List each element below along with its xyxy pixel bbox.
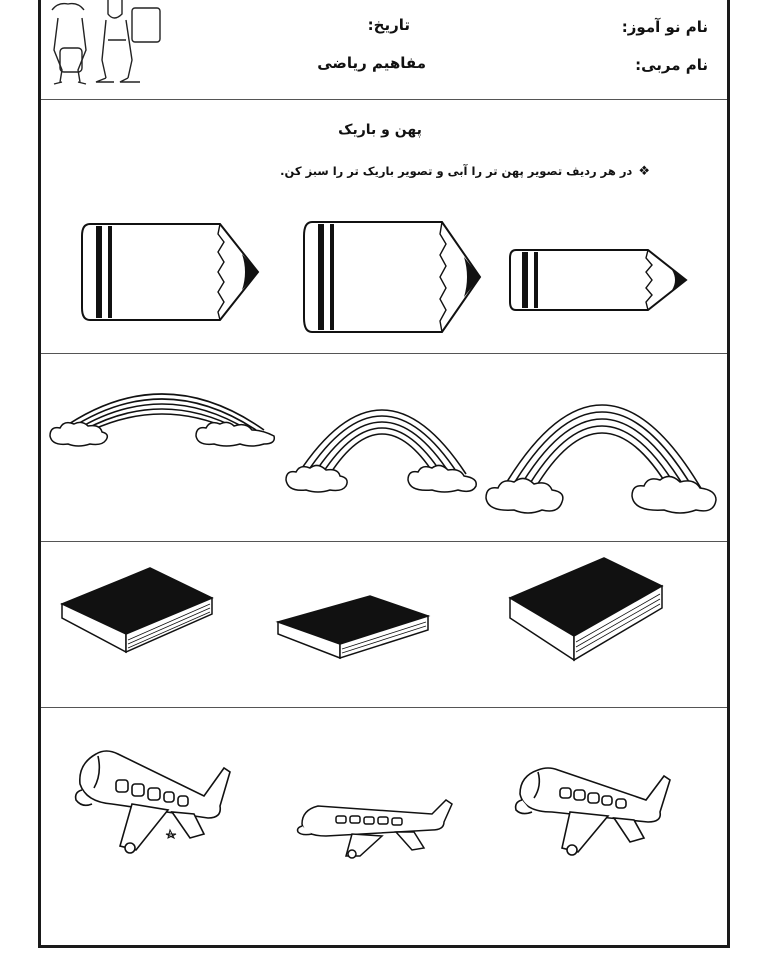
worksheet-title: پهن و باریک xyxy=(338,122,422,138)
book-icon xyxy=(276,594,432,660)
subject-label: مفاهیم ریاضی xyxy=(317,54,426,72)
book-icon xyxy=(60,566,218,654)
rainbow-icon xyxy=(484,386,720,520)
airplane-icon xyxy=(72,744,232,858)
row-divider xyxy=(41,707,727,708)
pencil-icon xyxy=(302,222,482,332)
book-icon xyxy=(508,556,666,662)
pencil-icon xyxy=(80,224,260,320)
instruction-sentence: در هر ردیف تصویر پهن تر را آبی و تصویر باریک تر را سبز کن. xyxy=(280,164,633,178)
rainbow-icon xyxy=(46,376,278,448)
teacher-name-label: نام مربی: xyxy=(635,56,708,74)
airplane-icon xyxy=(512,762,672,858)
rainbow-icon xyxy=(284,392,480,496)
header-divider xyxy=(41,99,727,100)
instruction-text xyxy=(280,164,650,179)
row-divider xyxy=(41,541,727,542)
children-illustration xyxy=(44,0,174,90)
airplane-icon xyxy=(296,798,456,860)
date-label: تاریخ: xyxy=(367,16,410,34)
row-divider xyxy=(41,353,727,354)
instruction-bullet: ❖ xyxy=(638,164,650,179)
pencil-icon xyxy=(508,250,688,310)
student-name-label: نام نو آموز: xyxy=(621,18,708,36)
